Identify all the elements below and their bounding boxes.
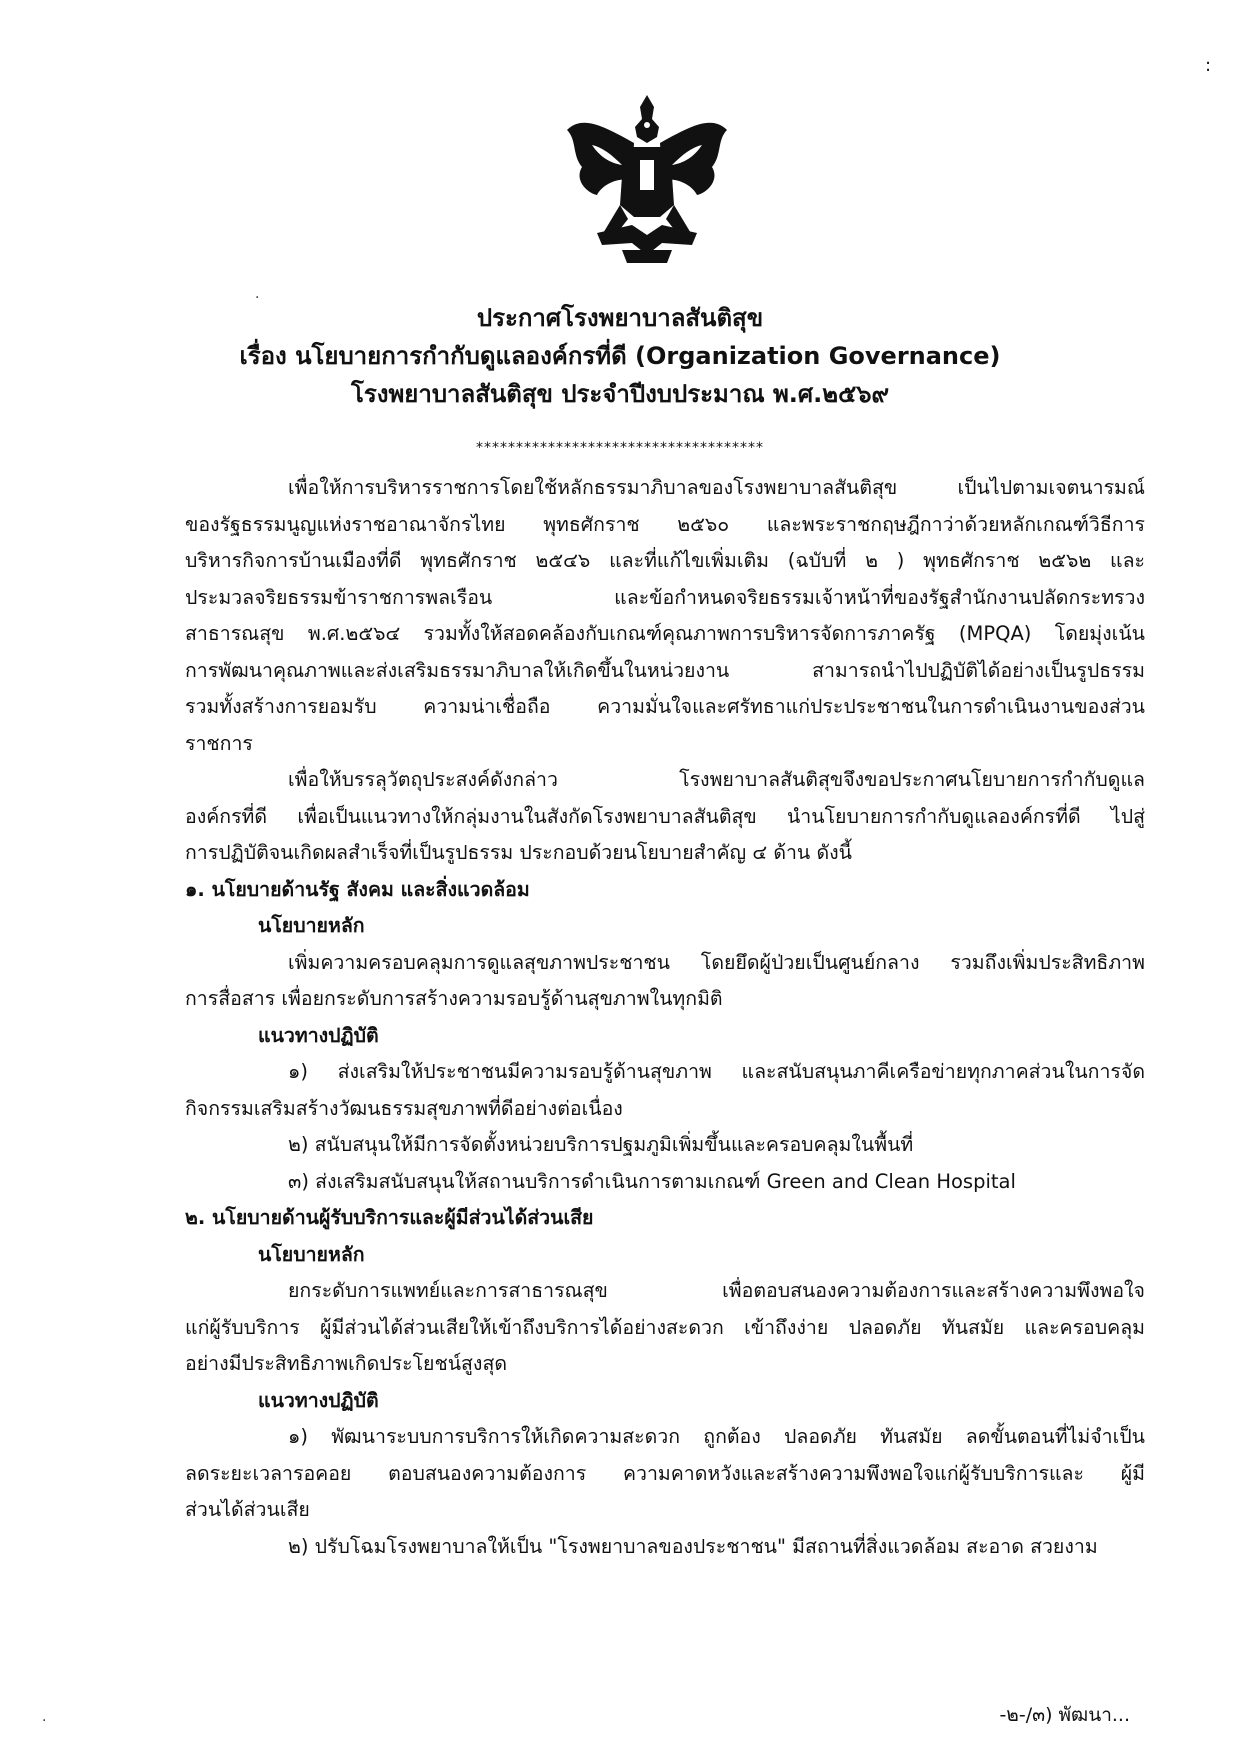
scan-speck: · bbox=[255, 290, 260, 306]
title-line-2: เรื่อง นโยบายการกำกับดูแลองค์กรที่ดี (Organization Governance) bbox=[239, 342, 1001, 370]
paragraph-1-line: เพื่อให้การบริหารราชการโดยใช้หลักธรรมาภิบาลของโรงพยาบาลสันติสุข เป็นไปตามเจตนารมณ์ bbox=[288, 476, 1145, 499]
section-1-guideline-label: แนวทางปฏิบัติ bbox=[258, 1023, 379, 1047]
garuda-emblem-icon bbox=[562, 85, 732, 275]
paragraph-1-line: ของรัฐธรรมนูญแห่งราชอาณาจักรไทย พุทธศักราช ๒๕๖๐ และพระราชกฤษฎีกาว่าด้วยหลักเกณฑ์วิธีการ bbox=[185, 512, 1145, 536]
section-1-guideline-1-line: กิจกรรมเสริมสร้างวัฒนธรรมสุขภาพที่ดีอย่างต่อเนื่อง bbox=[185, 1096, 623, 1120]
scan-speck: · bbox=[42, 1713, 47, 1729]
paragraph-2-line: การปฏิบัติจนเกิดผลสำเร็จที่เป็นรูปธรรม ประกอบด้วยนโยบายสำคัญ ๔ ด้าน ดังนี้ bbox=[185, 841, 852, 864]
paragraph-1-line: การพัฒนาคุณภาพและส่งเสริมธรรมาภิบาลให้เกิดขึ้นในหน่วยงาน สามารถนำไปปฏิบัติได้อย่างเป็นรูปธรรม bbox=[185, 658, 1145, 682]
section-1-main-policy-line: การสื่อสาร เพื่อยกระดับการสร้างความรอบรู้ด้านสุขภาพในทุกมิติ bbox=[185, 987, 723, 1010]
title-separator: ************************************ bbox=[476, 440, 764, 456]
section-2-guideline-1-line: ส่วนได้ส่วนเสีย bbox=[185, 1498, 310, 1521]
section-2-main-policy-label: นโยบายหลัก bbox=[258, 1242, 365, 1266]
paragraph-2-line: องค์กรที่ดี เพื่อเป็นแนวทางให้กลุ่มงานในสังกัดโรงพยาบาลสันติสุข นำนโยบายการกำกับดูแลองค์กรที่ดี ไปสู่ bbox=[185, 804, 1145, 828]
paragraph-1-line: ราชการ bbox=[185, 731, 253, 755]
section-2-guideline-1-line: ลดระยะเวลารอคอย ตอบสนองความต้องการ ความคาดหวังและสร้างความพึงพอใจแก่ผู้รับบริการและ ผู้มี bbox=[185, 1461, 1145, 1485]
paragraph-2-line: เพื่อให้บรรลุวัตถุประสงค์ดังกล่าว โรงพยาบาลสันติสุขจึงขอประกาศนโยบายการกำกับดูแล bbox=[288, 768, 1145, 791]
section-2-main-policy-line: ยกระดับการแพทย์และการสาธารณสุข เพื่อตอบสนองความต้องการและสร้างความพึงพอใจ bbox=[288, 1279, 1145, 1302]
scan-mark: : bbox=[1205, 55, 1212, 76]
title-line-3: โรงพยาบาลสันติสุข ประจำปีงบประมาณ พ.ศ.๒๕๖๙ bbox=[350, 380, 890, 408]
paragraph-1-line: รวมทั้งสร้างการยอมรับ ความน่าเชื่อถือ ความมั่นใจและศรัทธาแก่ประประชาชนในการดำเนินงานของส่วน bbox=[185, 695, 1145, 718]
next-page-indicator: -๒-/๓) พัฒนา... bbox=[999, 1704, 1130, 1726]
section-1-main-policy-line: เพิ่มความครอบคลุมการดูแลสุขภาพประชาชน โดยยึดผู้ป่วยเป็นศูนย์กลาง รวมถึงเพิ่มประสิทธิภาพ bbox=[288, 950, 1145, 974]
title-line-1: ประกาศโรงพยาบาลสันติสุข bbox=[476, 304, 764, 332]
section-2-guideline-2: ๒) ปรับโฉมโรงพยาบาลให้เป็น "โรงพยาบาลของประชาชน" มีสถานที่สิ่งแวดล้อม สะอาด สวยงาม bbox=[288, 1534, 1098, 1558]
paragraph-1-line: ประมวลจริยธรรมข้าราชการพลเรือน และข้อกำหนดจริยธรรมเจ้าหน้าที่ของรัฐสำนักงานปลัดกระทรวง bbox=[185, 585, 1145, 609]
paragraph-1-line: สาธารณสุข พ.ศ.๒๕๖๔ รวมทั้งให้สอดคล้องกับเกณฑ์คุณภาพการบริหารจัดการภาครัฐ (MPQA) โดยมุ่งเน้น bbox=[185, 622, 1145, 645]
section-1-main-policy-label: นโยบายหลัก bbox=[258, 914, 365, 937]
section-2-heading: ๒. นโยบายด้านผู้รับบริการและผู้มีส่วนได้ส่วนเสีย bbox=[185, 1206, 594, 1229]
section-1-guideline-1-line: ๑) ส่งเสริมให้ประชาชนมีความรอบรู้ด้านสุขภาพ และสนับสนุนภาคีเครือข่ายทุกภาคส่วนในการจัด bbox=[288, 1060, 1145, 1083]
section-2-guideline-label: แนวทางปฏิบัติ bbox=[258, 1388, 379, 1412]
document-body bbox=[185, 470, 1145, 1565]
section-1-guideline-2: ๒) สนับสนุนให้มีการจัดตั้งหน่วยบริการปฐมภูมิเพิ่มขึ้นและครอบคลุมในพื้นที่ bbox=[288, 1133, 914, 1156]
section-2-main-policy-line: แก่ผู้รับบริการ ผู้มีส่วนได้ส่วนเสียให้เข้าถึงบริการได้อย่างสะดวก เข้าถึงง่าย ปลอดภัย ทันสมัย และครอบคลุม bbox=[185, 1315, 1145, 1339]
section-1-heading: ๑. นโยบายด้านรัฐ สังคม และสิ่งแวดล้อม bbox=[185, 877, 530, 901]
section-2-main-policy-line: อย่างมีประสิทธิภาพเกิดประโยชน์สูงสุด bbox=[185, 1352, 508, 1375]
paragraph-1-line: บริหารกิจการบ้านเมืองที่ดี พุทธศักราช ๒๕๔๖ และที่แก้ไขเพิ่มเติม (ฉบับที่ ๒ ) พุทธศักราช ๒๕๖๒ และ bbox=[185, 549, 1145, 572]
section-2-guideline-1-line: ๑) พัฒนาระบบการบริการให้เกิดความสะดวก ถูกต้อง ปลอดภัย ทันสมัย ลดขั้นตอนที่ไม่จำเป็น bbox=[288, 1425, 1145, 1448]
section-1-guideline-3: ๓) ส่งเสริมสนับสนุนให้สถานบริการดำเนินการตามเกณฑ์ Green and Clean Hospital bbox=[288, 1169, 1016, 1193]
